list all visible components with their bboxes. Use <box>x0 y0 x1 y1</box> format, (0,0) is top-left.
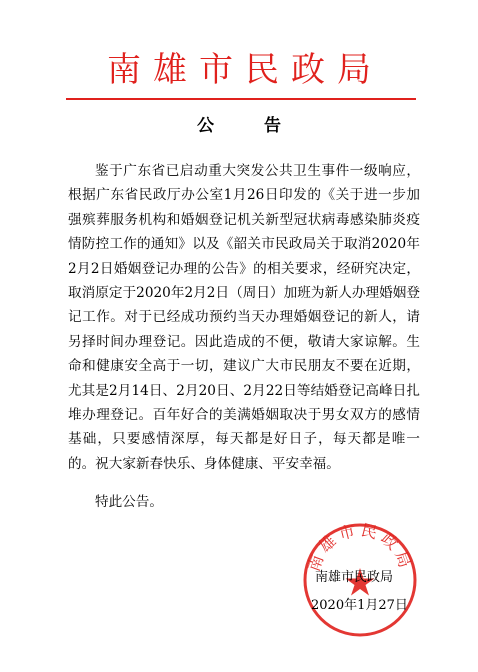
letterhead-red-rule <box>66 98 416 100</box>
notice-body: 鉴于广东省已启动重大突发公共卫生事件一级响应，根据广东省民政厅办公室1月26日印发的《关于进一步加强殡葬服务机构和婚姻登记机关新型冠状病毒感染肺炎疫情防控工作的通知》以及《韶关市民政局关于取消2020年2月2日婚姻登记办理的公告》的相关要求，经研究决定，取消原定于2020年2月2日（周日）加班为新人办理婚姻登记工作。对于已经成功预约当天办理婚姻登记的新人，请另择时间办理登记。因此造成的不便，敬请大家谅解。生命和健康安全高于一切，建议广大市民朋友不要在近期，尤其是2月14日、2月20日、2月22日等结婚登记高峰日扎堆办理登记。百年好合的美满婚姻取决于男女双方的感情基础，只要感情深厚，每天都是好日子，每天都是唯一的。祝大家新春快乐、身体健康、平安幸福。 <box>68 163 420 472</box>
notice-closing: 特此公告。 <box>95 494 163 510</box>
notice-title: 公 告 <box>197 116 303 136</box>
svg-text:南雄市民政局: 南雄市民政局 <box>303 520 417 574</box>
signer-name: 南雄市民政局 <box>315 570 394 585</box>
signature-date: 2020年1月27日 <box>311 598 408 613</box>
letterhead-org-name: 南雄市民政局 <box>107 50 383 90</box>
